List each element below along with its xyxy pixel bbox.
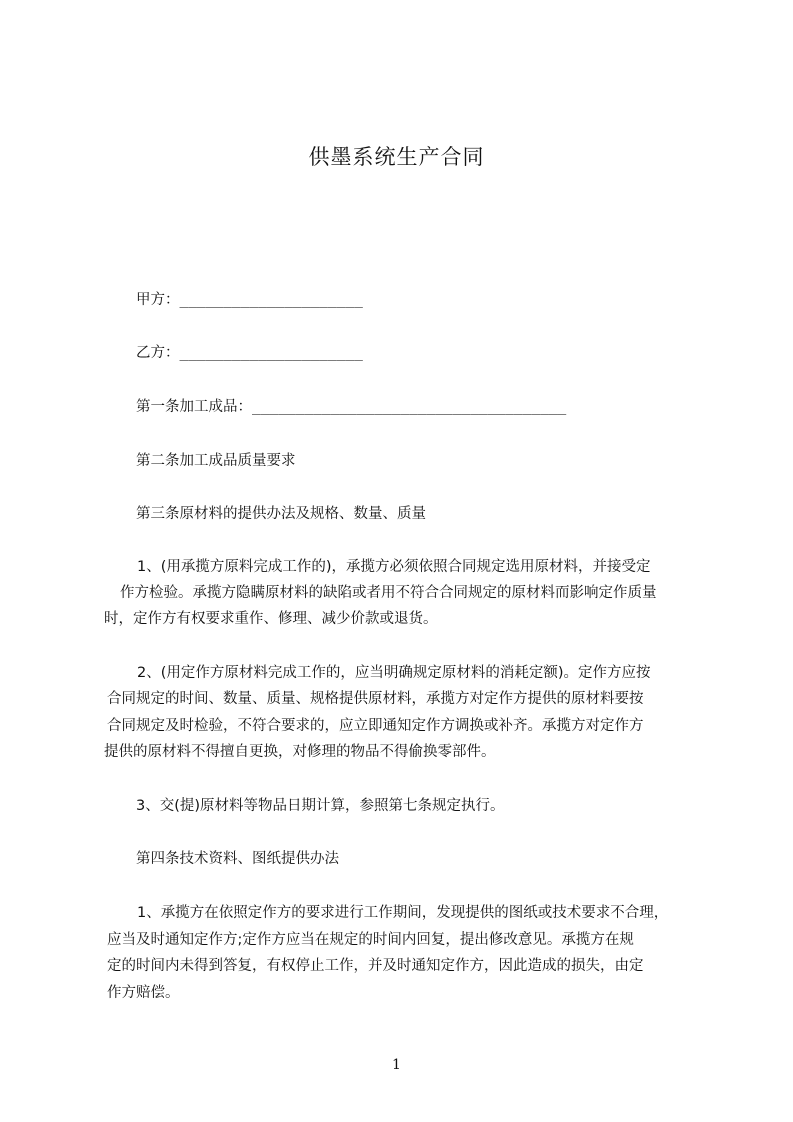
page-number: 1 xyxy=(392,1057,401,1073)
paragraph-line: 作方检验。承揽方隐瞒原材料的缺陷或者用不符合合同规定的原材料而影响定作质量 xyxy=(120,585,657,601)
paragraph-line: 1、(用承揽方原料完成工作的)，承揽方必须依照合同规定选用原材料，并接受定 xyxy=(137,559,651,575)
party-b-label: 乙方： xyxy=(136,345,180,361)
paragraph-line: 合同规定及时检验，不符合要求的，应立即通知定作方调换或补齐。承揽方对定作方 xyxy=(107,718,644,734)
article-4-heading: 第四条技术资料、图纸提供办法 xyxy=(136,851,339,867)
article-1-label: 第一条加工成品： xyxy=(136,399,252,415)
paragraph-line: 时，定作方有权要求重作、修理、减少价款或退货。 xyxy=(104,611,438,627)
party-a-line xyxy=(136,287,363,313)
article-1-blank: ____________________________________ xyxy=(252,399,567,415)
article-3-heading: 第三条原材料的提供办法及规格、数量、质量 xyxy=(136,506,426,522)
article-1-line xyxy=(136,394,566,420)
paragraph-line: 作方赔偿。 xyxy=(107,985,180,1001)
paragraph-line: 1、承揽方在依照定作方的要求进行工作期间，发现提供的图纸或技术要求不合理， xyxy=(137,905,669,921)
article-2-heading: 第二条加工成品质量要求 xyxy=(136,453,296,469)
party-a-blank: _____________________ xyxy=(179,292,363,308)
paragraph-line: 2、(用定作方原材料完成工作的，应当明确规定原材料的消耗定额)。定作方应按 xyxy=(137,665,651,681)
paragraph-line: 应当及时通知定作方;定作方应当在规定的时间内回复，提出修改意见。承揽方在规 xyxy=(107,932,634,948)
article-3-item-3: 3、交(提)原材料等物品日期计算，参照第七条规定执行。 xyxy=(136,798,505,814)
party-b-line xyxy=(136,340,363,366)
paragraph-line: 提供的原材料不得擅自更换，对修理的物品不得偷换零部件。 xyxy=(104,744,496,760)
party-b-blank: _____________________ xyxy=(179,345,363,361)
party-a-label: 甲方： xyxy=(136,292,180,308)
paragraph-line: 定的时间内未得到答复，有权停止工作，并及时通知定作方，因此造成的损失，由定 xyxy=(107,958,644,974)
document-title: 供墨系统生产合同 xyxy=(308,145,485,169)
paragraph-line: 合同规定的时间、数量、质量、规格提供原材料，承揽方对定作方提供的原材料要按 xyxy=(107,691,644,707)
